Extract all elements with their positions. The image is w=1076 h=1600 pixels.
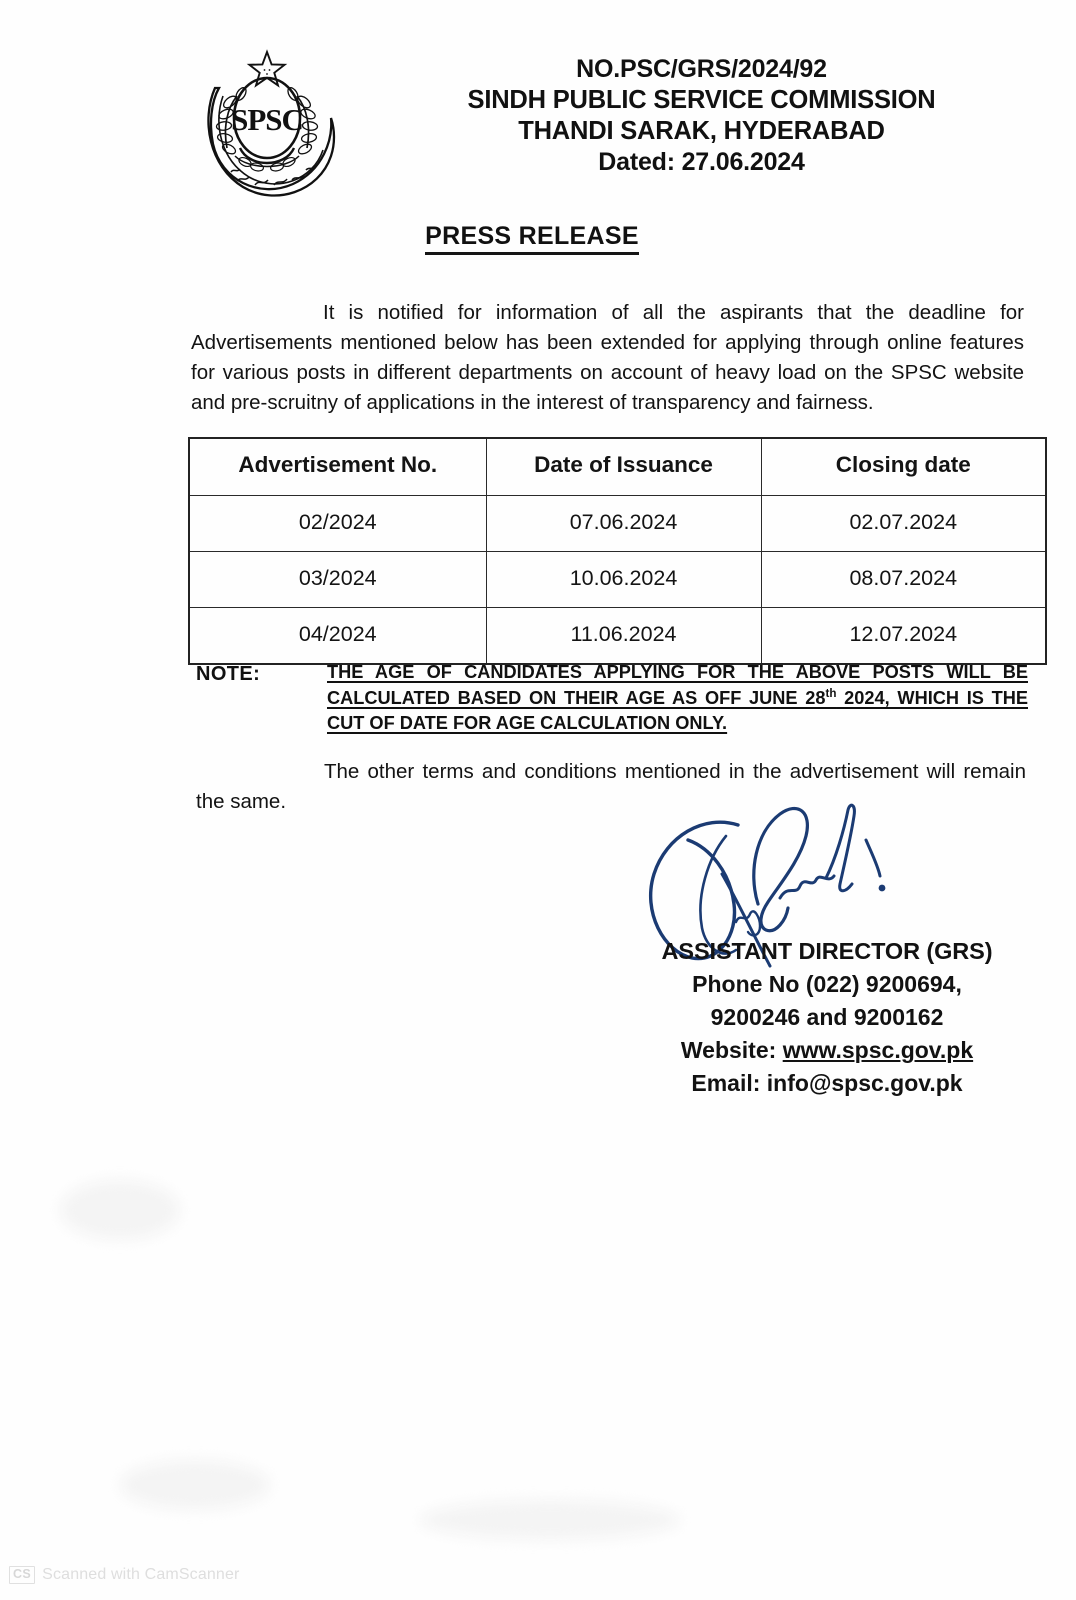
cell-date-of-issuance: 07.06.2024: [486, 496, 761, 552]
signatory-designation: ASSISTANT DIRECTOR (GRS): [661, 938, 993, 964]
body-paragraph: It is notified for information of all the aspirants that the deadline for Advertisements mentioned below has been extended for applying through online features for various posts in different departments on account of heavy load on the SPSC website and pre-scruitny of applications in the interest of transparency and fairness.: [191, 301, 1024, 414]
camscanner-badge-icon: CS: [9, 1566, 35, 1584]
table-header-row: [189, 438, 1046, 496]
spsc-crest-logo: [193, 44, 341, 204]
website-url[interactable]: www.spsc.gov.pk: [782, 1037, 974, 1063]
website-line: [612, 1034, 1042, 1067]
phone-line-2: 9200246 and 9200162: [710, 1004, 944, 1030]
note-text-part1: THE AGE OF CANDIDATES APPLYING FOR THE ABOVE POSTS WILL BE CALCULATED BASED ON THEIR AGE AS OFF JUNE 28: [327, 662, 1028, 708]
cell-date-of-issuance: 10.06.2024: [486, 552, 761, 608]
signature-area: [612, 792, 1042, 1122]
table-row: [189, 552, 1046, 608]
phone-line-1: Phone No (022) 9200694,: [692, 971, 962, 997]
table-row: [189, 496, 1046, 552]
reference-number: NO.PSC/GRS/2024/92: [576, 55, 827, 83]
note-block: [196, 660, 1028, 737]
page-title-wrap: [0, 222, 1076, 255]
cell-advertisement-no: 02/2024: [189, 496, 486, 552]
email-label: Email:: [691, 1070, 767, 1096]
cell-closing-date: 08.07.2024: [761, 552, 1046, 608]
note-ordinal-suffix: th: [825, 686, 837, 700]
column-header-advertisement-no: Advertisement No.: [189, 438, 486, 496]
note-label: NOTE:: [196, 663, 261, 685]
email-address[interactable]: info@spsc.gov.pk: [766, 1070, 963, 1096]
column-header-closing-date: Closing date: [761, 438, 1046, 496]
website-label: Website:: [680, 1037, 783, 1063]
svg-text:SPSC: SPSC: [231, 102, 303, 137]
email-line: [612, 1067, 1042, 1100]
closing-paragraph: The other terms and conditions mentioned in the advertisement will remain the same.: [196, 760, 1026, 813]
organization-address: THANDI SARAK, HYDERABAD: [518, 117, 885, 145]
signature-details: [612, 935, 1042, 1100]
header-text-block: [355, 54, 1048, 178]
note-text: [327, 660, 1028, 737]
cell-closing-date: 12.07.2024: [761, 608, 1046, 665]
document-header: [0, 42, 1076, 217]
page-title: PRESS RELEASE: [425, 222, 639, 255]
advertisement-table: [188, 437, 1047, 665]
cell-date-of-issuance: 11.06.2024: [486, 608, 761, 665]
cell-advertisement-no: 03/2024: [189, 552, 486, 608]
cell-advertisement-no: 04/2024: [189, 608, 486, 665]
cell-closing-date: 02.07.2024: [761, 496, 1046, 552]
document-date: Dated: 27.06.2024: [598, 148, 805, 176]
table-row: [189, 608, 1046, 665]
note-text-part2: 2024, WHICH IS THE CUT OF DATE FOR AGE CALCULATION ONLY.: [327, 687, 1028, 733]
column-header-date-of-issuance: Date of Issuance: [486, 438, 761, 496]
camscanner-label: Scanned with CamScanner: [42, 1566, 240, 1583]
camscanner-watermark: [9, 1566, 240, 1584]
organization-name: SINDH PUBLIC SERVICE COMMISSION: [467, 86, 936, 114]
